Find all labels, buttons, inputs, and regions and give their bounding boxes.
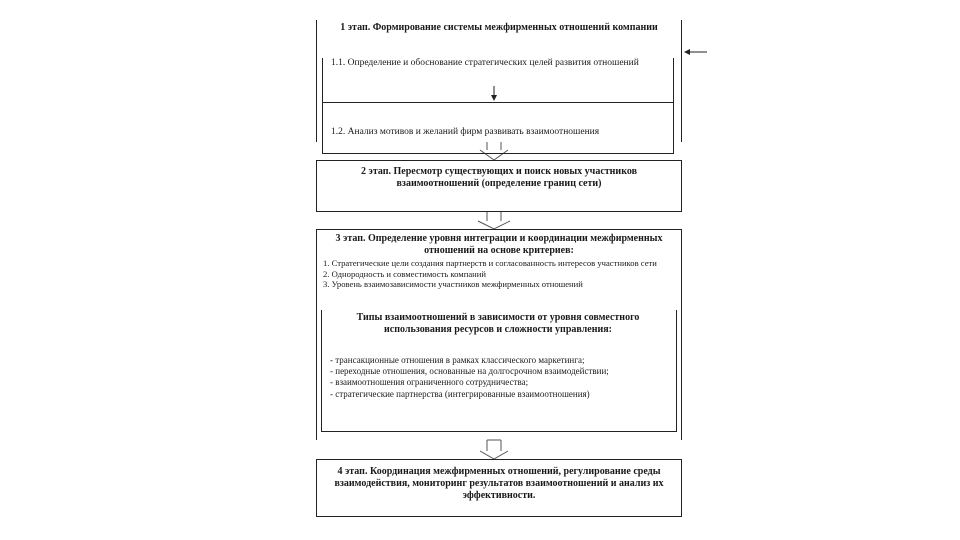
stage-2-block [316,160,682,212]
relationship-types-block [321,310,677,432]
stage-1-block [316,20,682,142]
double-arrow-down-icon [478,212,510,229]
criterion-item: 1. Стратегические цели создания партнерств и согласованность интересов участников сети [323,258,657,268]
relationship-types-list [330,355,670,400]
stage-4-block [316,459,682,517]
relationship-types-title: Типы взаимоотношений в зависимости от уровня совместного использования ресурсов и сложности управления: [356,312,640,335]
criterion-item: 2. Однородность и совместимость компаний [323,268,486,279]
stage-3-title: 3 этап. Определение уровня интеграции и координации межфирменных отношений на основе критериев: [335,233,663,256]
step-1-2: 1.2. Анализ мотивов и желаний фирм развивать взаимоотношения [322,102,674,154]
criterion-item: 3. Уровень взаимозависимости участников межфирменных отношений [323,279,583,290]
stage-4-title: 4 этап. Координация межфирменных отношений, регулирование среды взаимодействия, мониторинг результатов взаимоотношений и анализ их эффективности. [334,466,664,501]
feedback-arrow-icon [684,49,707,55]
stage-2-title: 2 этап. Пересмотр существующих и поиск новых участников взаимоотношений (определение границ сети) [361,166,637,189]
stage-3-block [316,229,682,440]
criteria-list [323,258,675,290]
relationship-type-item: - стратегические партнерства (интегрированные взаимоотношения) [330,388,590,399]
relationship-type-item: - переходные отношения, основанные на долгосрочном взаимодействии; [330,366,609,377]
step-1-1: 1.1. Определение и обоснование стратегических целей развития отношений [322,58,674,104]
double-arrow-down-icon [480,440,508,459]
relationship-type-item: - трансакционные отношения в рамках классического маркетинга; [330,355,585,365]
stage-1-title: 1 этап. Формирование системы межфирменных отношений компании [340,22,658,33]
relationship-type-item: - взаимоотношения ограниченного сотрудничества; [330,377,529,388]
